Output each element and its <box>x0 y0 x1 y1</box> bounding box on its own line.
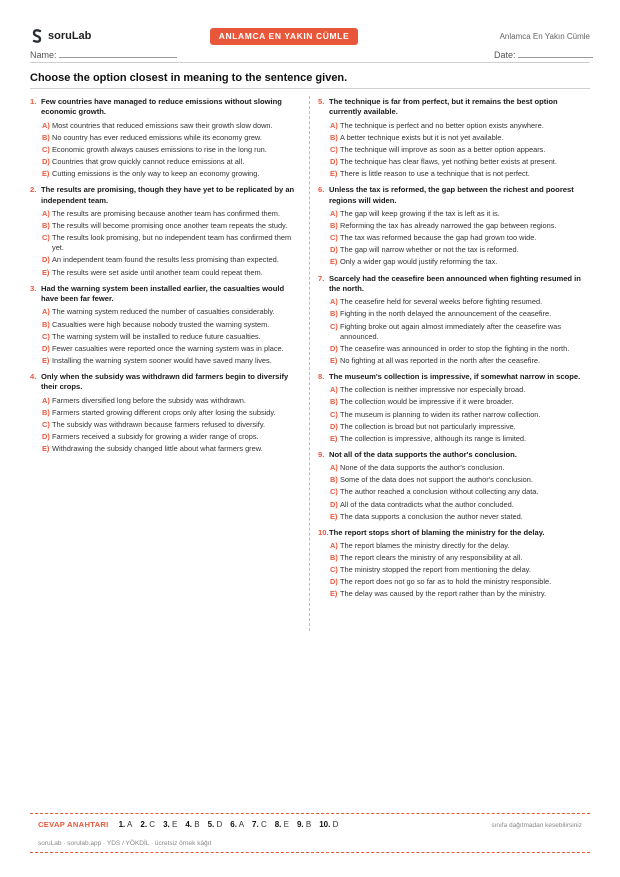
option-text: Fighting in the north delayed the announcement of the ceasefire. <box>340 309 552 319</box>
answer-option[interactable] <box>30 145 300 155</box>
option-text: The collection is neither impressive nor especially broad. <box>340 385 526 395</box>
option-text: The data supports a conclusion the author never stated. <box>340 511 523 521</box>
answer-key-note: sınıfa dağıtmadan kesebilirsiniz <box>491 822 582 829</box>
option-letter: E) <box>42 267 50 277</box>
option-letter: E) <box>330 355 338 365</box>
option-letter: C) <box>330 233 338 243</box>
answer-option[interactable] <box>30 268 300 278</box>
option-letter: C) <box>330 321 338 331</box>
answer-key-number: 3. <box>163 820 170 829</box>
option-letter: B) <box>42 319 50 329</box>
answer-option[interactable] <box>318 233 590 243</box>
option-text: An independent team found the results less promising than expected. <box>52 255 279 265</box>
option-text: Farmers started growing different crops only after losing the subsidy. <box>52 407 276 417</box>
option-letter: E) <box>330 589 338 599</box>
option-text: There is little reason to use a technique that is not perfect. <box>340 169 530 179</box>
answer-key-letter: E <box>171 820 178 829</box>
option-letter: E) <box>42 169 50 179</box>
answer-key-item <box>163 820 177 829</box>
answer-key-item <box>297 820 311 829</box>
option-text: The results were set aside until another team could repeat them. <box>52 267 263 277</box>
option-letter: D) <box>42 157 50 167</box>
option-text: Withdrawing the subsidy changed little about what farmers grew. <box>52 444 263 454</box>
instruction: Choose the option closest in meaning to the sentence given. <box>30 72 348 84</box>
answer-option[interactable] <box>318 245 590 255</box>
answer-option[interactable] <box>318 475 590 485</box>
answer-key-number: 1. <box>118 820 126 829</box>
option-letter: D) <box>330 157 338 167</box>
answer-option[interactable] <box>318 577 590 587</box>
question-stem <box>30 97 300 118</box>
option-text: The tax was reformed because the gap had grown too wide. <box>340 233 537 243</box>
option-letter: C) <box>42 419 50 429</box>
option-text: None of the data supports the author's conclusion. <box>340 463 505 473</box>
answer-option[interactable] <box>30 157 300 167</box>
answer-key-number: 10. <box>319 820 331 829</box>
answer-option[interactable] <box>30 169 300 179</box>
question-stem <box>318 372 590 382</box>
answer-option[interactable] <box>318 422 590 432</box>
answer-option[interactable] <box>30 307 300 317</box>
answer-option[interactable] <box>318 565 590 575</box>
option-text: The technique will improve as soon as a better option appears. <box>340 145 546 154</box>
option-letter: C) <box>330 409 338 419</box>
option-text: The delay was caused by the report rather than by the ministry. <box>340 589 547 599</box>
option-text: Most countries that reduced emissions saw their growth slow down. <box>52 120 273 130</box>
answer-option[interactable] <box>318 410 590 420</box>
instruction-rule <box>30 88 590 89</box>
question-text: Scarcely had the ceasefire been announced when fighting resumed in the north. <box>329 273 581 293</box>
option-letter: D) <box>42 432 50 442</box>
option-text: The report clears the ministry of any responsibility at all. <box>340 553 523 563</box>
answer-key-number: 8. <box>274 820 282 829</box>
option-letter: A) <box>42 209 50 219</box>
option-text: Farmers received a subsidy for growing a wider range of crops. <box>52 432 259 442</box>
option-text: The report blames the ministry directly for the delay. <box>340 541 510 551</box>
answer-key-title: CEVAP ANAHTARI <box>38 820 109 829</box>
question-text: Not all of the data supports the author's conclusion. <box>329 449 517 459</box>
answer-option[interactable] <box>318 356 590 366</box>
option-text: The results look promising, but no independent team has confirmed them yet. <box>52 233 292 253</box>
answer-option[interactable] <box>318 487 590 497</box>
question-item <box>318 528 590 600</box>
answer-option[interactable] <box>318 322 590 342</box>
question-number: 4. <box>30 371 37 381</box>
question-number: 9. <box>318 449 325 459</box>
answer-option[interactable] <box>318 133 590 143</box>
question-stem <box>318 528 590 538</box>
option-text: Only a wider gap would justify reforming the tax. <box>340 257 498 267</box>
answer-key-item <box>140 820 155 829</box>
question-item <box>318 185 590 267</box>
option-letter: A) <box>330 209 338 219</box>
option-text: Cutting emissions is the only way to keep an economy growing. <box>52 169 260 179</box>
option-letter: C) <box>42 145 50 154</box>
question-number: 7. <box>318 273 325 283</box>
answer-key-box <box>30 813 590 853</box>
logo <box>31 29 91 43</box>
answer-key-item <box>119 820 133 829</box>
option-letter: A) <box>42 307 50 317</box>
question-stem <box>318 185 590 206</box>
option-letter: E) <box>330 257 338 267</box>
option-text: Casualties were high because nobody trusted the warning system. <box>52 319 270 329</box>
answer-option[interactable] <box>30 344 300 354</box>
question-item <box>30 284 300 366</box>
option-letter: E) <box>330 169 338 179</box>
option-text: Fewer casualties were reported once the warning system was in place. <box>52 343 284 353</box>
option-text: The collection is impressive, although its range is limited. <box>340 433 527 443</box>
option-letter: D) <box>330 577 338 587</box>
option-letter: A) <box>330 541 338 551</box>
answer-option[interactable] <box>30 121 300 131</box>
option-text: Some of the data does not support the author's conclusion. <box>340 475 533 485</box>
option-letter: D) <box>330 245 338 255</box>
question-text: The technique is far from perfect, but it remains the best option currently available. <box>329 97 558 117</box>
option-text: The report does not go so far as to hold the ministry responsible. <box>340 577 552 587</box>
option-letter: D) <box>330 421 338 431</box>
answer-key-item <box>230 820 244 829</box>
answer-key-row <box>38 820 346 829</box>
option-text: The subsidy was withdrawn because farmers refused to diversify. <box>52 419 266 429</box>
option-text: Fighting broke out again almost immediately after the ceasefire was announced. <box>340 321 562 341</box>
question-text: The museum's collection is impressive, if somewhat narrow in scope. <box>329 371 581 381</box>
answer-key-item <box>185 820 199 829</box>
answer-key-letter: B <box>194 820 200 829</box>
question-text: Few countries have managed to reduce emissions without slowing economic growth. <box>41 97 282 117</box>
date-field[interactable] <box>494 48 593 60</box>
right-question-column <box>318 97 590 606</box>
option-letter: E) <box>330 433 338 443</box>
answer-key-number: 9. <box>296 820 304 829</box>
answer-option[interactable] <box>30 408 300 418</box>
option-text: A better technique exists but it is not yet available. <box>340 132 504 142</box>
option-letter: A) <box>42 395 50 405</box>
answer-key-letter: C <box>260 820 267 829</box>
option-text: The collection would be impressive if it were broader. <box>340 397 514 407</box>
answer-key-number: 7. <box>252 820 259 829</box>
column-divider <box>309 96 310 631</box>
question-number: 2. <box>30 185 37 195</box>
option-text: The results are promising because another team has confirmed them. <box>52 209 280 219</box>
answer-option[interactable] <box>318 500 590 510</box>
answer-key-item <box>252 820 267 829</box>
option-text: The warning system will be installed to reduce future casualties. <box>52 331 261 341</box>
option-text: Economic growth always causes emissions to rise in the long run. <box>52 145 267 154</box>
question-text: Had the warning system been installed earlier, the casualties would have been far fewer. <box>41 283 285 304</box>
option-text: Reforming the tax has already narrowed the gap between regions. <box>340 221 557 231</box>
answer-key-letter: A <box>127 820 133 829</box>
question-number: 5. <box>318 97 325 106</box>
option-text: The results will become promising once another team repeats the study. <box>52 221 288 231</box>
answer-option[interactable] <box>318 463 590 473</box>
name-label: Name: <box>30 50 57 60</box>
answer-option[interactable] <box>30 432 300 442</box>
answer-key-number: 4. <box>185 820 192 829</box>
option-text: Countries that grow quickly cannot reduce emissions at all. <box>52 157 245 167</box>
option-letter: C) <box>42 233 50 243</box>
option-letter: C) <box>330 487 338 497</box>
answer-option[interactable] <box>318 512 590 522</box>
option-letter: C) <box>330 565 338 575</box>
answer-option[interactable] <box>318 209 590 219</box>
footer-text: soruLab · sorulab.app · YDS / YÖKDİL · ücretsiz örnek kâğıt <box>38 840 212 847</box>
answer-key-letter: E <box>283 820 289 829</box>
answer-option[interactable] <box>30 320 300 330</box>
question-number: 8. <box>318 371 325 381</box>
option-text: The collection is broad but not particularly impressive. <box>340 421 516 431</box>
answer-key-number: 6. <box>230 820 237 829</box>
answer-option[interactable] <box>30 221 300 231</box>
option-letter: B) <box>330 132 338 142</box>
question-item <box>30 185 300 277</box>
option-letter: B) <box>42 221 50 231</box>
question-text: Only when the subsidy was withdrawn did farmers begin to diversify their crops. <box>41 371 289 392</box>
question-stem <box>318 97 590 118</box>
question-stem <box>318 450 590 460</box>
question-stem <box>30 185 300 206</box>
answer-option[interactable] <box>318 257 590 267</box>
option-text: The author reached a conclusion without collecting any data. <box>340 487 539 497</box>
option-letter: C) <box>42 331 50 341</box>
option-letter: A) <box>330 385 338 395</box>
answer-key-item <box>275 820 289 829</box>
option-letter: B) <box>330 475 338 485</box>
option-text: The ministry stopped the report from mentioning the delay. <box>340 565 531 575</box>
option-letter: D) <box>330 499 338 509</box>
answer-key-letter: D <box>216 820 223 829</box>
option-letter: A) <box>330 297 338 307</box>
option-text: The museum is planning to widen its rather narrow collection. <box>340 409 541 419</box>
option-text: The warning system reduced the number of casualties considerably. <box>52 307 275 317</box>
question-number: 3. <box>30 283 37 293</box>
option-letter: C) <box>330 145 338 154</box>
left-question-column <box>30 97 300 460</box>
option-text: The ceasefire was announced in order to stop the fighting in the north. <box>340 343 570 353</box>
answer-option[interactable] <box>318 309 590 319</box>
answer-key-number: 2. <box>140 820 148 829</box>
answer-key-letter: A <box>238 820 245 829</box>
answer-option[interactable] <box>30 396 300 406</box>
name-line <box>59 48 177 58</box>
option-text: The gap will keep growing if the tax is left as it is. <box>340 209 500 219</box>
answer-option[interactable] <box>318 541 590 551</box>
option-letter: A) <box>330 120 338 130</box>
answer-option[interactable] <box>30 209 300 219</box>
answer-option[interactable] <box>318 397 590 407</box>
answer-option[interactable] <box>30 133 300 143</box>
date-line <box>518 48 593 58</box>
question-number: 6. <box>318 185 325 195</box>
answer-option[interactable] <box>318 434 590 444</box>
question-text: Unless the tax is reformed, the gap between the richest and poorest regions will widen. <box>329 185 574 205</box>
topic-badge: ANLAMCA EN YAKIN CÜMLE <box>210 28 358 45</box>
question-text: The results are promising, though they have yet to be replicated by an independent team. <box>41 185 295 205</box>
option-letter: D) <box>42 343 50 353</box>
question-stem <box>30 284 300 305</box>
question-text: The report stops short of blaming the ministry for the delay. <box>329 527 545 537</box>
question-stem <box>30 372 300 393</box>
option-letter: B) <box>330 221 338 231</box>
option-text: Farmers diversified long before the subsidy was withdrawn. <box>52 395 246 405</box>
answer-option[interactable] <box>318 121 590 131</box>
answer-option[interactable] <box>318 145 590 155</box>
option-letter: B) <box>330 397 338 407</box>
question-item <box>318 274 590 366</box>
option-letter: B) <box>42 132 50 142</box>
answer-key-letter: B <box>305 820 312 829</box>
option-letter: E) <box>42 355 50 365</box>
answer-option[interactable] <box>318 169 590 179</box>
question-item <box>30 97 300 179</box>
answer-key-item <box>208 820 223 829</box>
option-letter: B) <box>330 553 338 563</box>
answer-key-letter: D <box>332 820 339 829</box>
answer-option[interactable] <box>318 344 590 354</box>
option-letter: D) <box>330 343 338 353</box>
name-field[interactable] <box>30 48 177 60</box>
option-text: No fighting at all was reported in the north after the ceasefire. <box>340 355 541 365</box>
answer-key-item <box>319 820 338 829</box>
answer-option[interactable] <box>30 332 300 342</box>
option-text: No country has ever reduced emissions while its economy grew. <box>52 132 262 142</box>
answer-option[interactable] <box>30 420 300 430</box>
option-letter: A) <box>42 120 50 130</box>
option-letter: A) <box>330 463 338 473</box>
answer-option[interactable] <box>318 589 590 599</box>
header-topic-title: Anlamca En Yakın Cümle <box>499 32 590 41</box>
option-text: The technique has clear flaws, yet nothing better exists at present. <box>340 157 557 167</box>
answer-option[interactable] <box>318 553 590 563</box>
option-text: The ceasefire held for several weeks before fighting resumed. <box>340 297 543 307</box>
option-letter: B) <box>330 309 338 319</box>
option-text: All of the data contradicts what the author concluded. <box>340 499 514 509</box>
logo-text: soruLab <box>48 30 92 42</box>
option-letter: B) <box>42 407 50 417</box>
option-text: The gap will narrow whether or not the tax is reformed. <box>340 245 519 255</box>
answer-option[interactable] <box>318 157 590 167</box>
question-item <box>318 372 590 444</box>
date-label: Date: <box>494 50 516 60</box>
option-text: Installing the warning system sooner would have saved many lives. <box>52 355 272 365</box>
question-item <box>318 450 590 522</box>
question-number: 1. <box>30 97 37 106</box>
option-letter: D) <box>42 255 50 265</box>
answer-key-number: 5. <box>207 820 215 829</box>
answer-key-letter: C <box>149 820 156 829</box>
answer-option[interactable] <box>318 221 590 231</box>
question-item <box>318 97 590 179</box>
answer-option[interactable] <box>318 385 590 395</box>
answer-option[interactable] <box>30 255 300 265</box>
option-letter: E) <box>330 511 338 521</box>
answer-option[interactable] <box>30 444 300 454</box>
answer-option[interactable] <box>318 297 590 307</box>
answer-option[interactable] <box>30 233 300 253</box>
question-item <box>30 372 300 454</box>
option-text: The technique is perfect and no better option exists anywhere. <box>340 120 544 130</box>
option-letter: E) <box>42 444 50 454</box>
header-rule <box>30 62 590 63</box>
question-number: 10. <box>318 527 329 537</box>
answer-option[interactable] <box>30 356 300 366</box>
question-stem <box>318 274 590 295</box>
sorulab-logo-icon <box>31 29 43 43</box>
